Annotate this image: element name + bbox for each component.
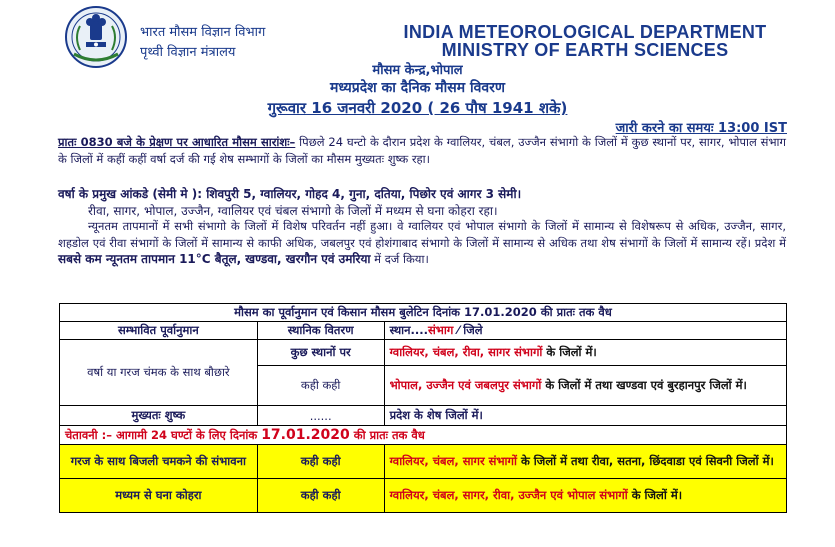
row2-distribution: कही कही (257, 366, 384, 406)
row1-places (384, 340, 786, 366)
thunder-divisions: ग्वालियर, चंबल, सागर संभागों (389, 454, 517, 468)
hindi-department-name: भारत मौसम विज्ञान विभाग (140, 25, 266, 40)
warning-title (60, 426, 787, 445)
fog-suffix: के जिलों में। (627, 488, 683, 502)
lowest-temperature: सबसे कम न्यूनतम तापमान 11°C बैतूल, खण्डवा, खरगौन एवं उमरिया (58, 252, 371, 266)
row2-places (384, 366, 786, 406)
issue-time: जारी करने का समयः 13:00 IST (615, 121, 787, 136)
row2-suffix: के जिलों में तथा खण्डवा एवं बुरहानपुर जिलों में। (541, 378, 747, 392)
temperature-summary (58, 218, 786, 268)
fog-observation: रीवा, सागर, भोपाल, उज्जैन, ग्वालियर एवं चंबल संभागो के जिलों में मध्यम से घना कोहरा रहा। (88, 203, 498, 218)
weather-center: मौसम केन्द्र,भोपाल (372, 63, 463, 78)
row1-divisions: ग्वालियर, चंबल, रीवा, सागर संभागों (389, 345, 543, 359)
summary-text: पिछले 24 घन्टो के दौरान प्रदेश के ग्वालियर, चंबल, उज्जैन संभागो के जिलों में कुछ स्थानों पर, सागर, भोपाल संभाग के जिलों में कहीं कहीं वर्षा दर्ज की गई शेष सम्भागों के जिलों का मौसम मुख्यतः शुष्क रहा। (58, 135, 786, 166)
thunder-places (384, 445, 786, 479)
warning-title-prefix: चेतावनी :– आगामी 24 घण्टों के लिए दिनांक (65, 428, 262, 442)
fog-distribution: कही कही (257, 479, 384, 513)
row1-suffix: के जिलों में। (542, 345, 597, 359)
report-title: मध्यप्रदेश का दैनिक मौसम विवरण (329, 80, 505, 96)
thunder-suffix: के जिलों में तथा रीवा, सतना, छिंदवाडा एवं सिवनी जिलों में। (516, 454, 774, 468)
rain-forecast-label: वर्षा या गरज चंमक के साथ बौछारे (60, 340, 258, 406)
warning-date: 17.01.2020 (261, 427, 350, 443)
english-ministry-name: MINISTRY OF EARTH SCIENCES (441, 40, 729, 60)
col-place-division: संभाग (428, 323, 454, 337)
dry-distribution: ...... (257, 406, 384, 426)
hindi-ministry-name: पृथ्वी विज्ञान मंत्रालय (140, 45, 236, 60)
report-date: गुरूवार 16 जनवरी 2020 ( 26 पौष 1941 शके) (267, 99, 568, 117)
dry-places: प्रदेश के शेष जिलों में। (384, 406, 786, 426)
col-place-suffix: ⁄ जिले (453, 323, 483, 337)
thunder-distribution: कही कही (257, 445, 384, 479)
summary-lead: प्रातः 0830 बजे के प्रेक्षण पर आधारित मौसम सारांशः– (58, 135, 296, 149)
dry-forecast-label: मुख्यतः शुष्क (60, 406, 258, 426)
fog-places (384, 479, 786, 513)
english-department-name: INDIA METEOROLOGICAL DEPARTMENT (403, 22, 767, 42)
temperature-text: न्यूनतम तापमानों में सभी संभागो के जिलों में विशेष परिवर्तन नहीं हुआ। वे ग्वालियर एवं भोपाल संभागो के जिलों में सामान्य से विशेषरूप से अधिक, उज्जैन, सागर, शहडोल एवं रीवा संभागों के जिलों में सामान्य से काफी अधिक, जबलपुर एवं होशंगाबाद संभागो के जिलों में सामान्य से अधिक तथा शेष संभागों के जिलों में सामान्य रहें। प्रदेश में (58, 219, 786, 250)
col-distribution-header: स्थानिक वितरण (257, 322, 384, 340)
row1-distribution: कुछ स्थानों पर (257, 340, 384, 366)
row2-divisions: भोपाल, उज्जैन एवं जबलपुर संभागों (389, 378, 542, 392)
col-place-header (384, 322, 786, 340)
col-place-prefix: स्थान.... (389, 323, 429, 337)
warning-title-suffix: की प्रातः तक वैध (349, 428, 425, 442)
col-forecast-header: सम्भावित पूर्वानुमान (60, 322, 258, 340)
rainfall-data (58, 186, 786, 219)
temperature-tail: में दर्ज किया। (370, 252, 429, 266)
fog-warning-label: मध्यम से घना कोहरा (60, 479, 258, 513)
weather-summary (58, 134, 786, 167)
forecast-title: मौसम का पूर्वानुमान एवं किसान मौसम बुलेटिन दिनांक 17.01.2020 की प्रातः तक वैध (60, 304, 787, 322)
fog-divisions: ग्वालियर, चंबल, सागर, रीवा, उज्जैन एवं भोपाल संभागों (389, 488, 628, 502)
thunder-warning-label: गरज के साथ बिजली चमकने की संभावना (60, 445, 258, 479)
forecast-table (59, 303, 787, 513)
rainfall-lead: वर्षा के प्रमुख आंकडे (सेमी मे ): शिवपुरी 5, ग्वालियर, गोहद 4, गुना, दतिया, पिछोर एवं आगर 3 सेमी। (58, 187, 522, 201)
